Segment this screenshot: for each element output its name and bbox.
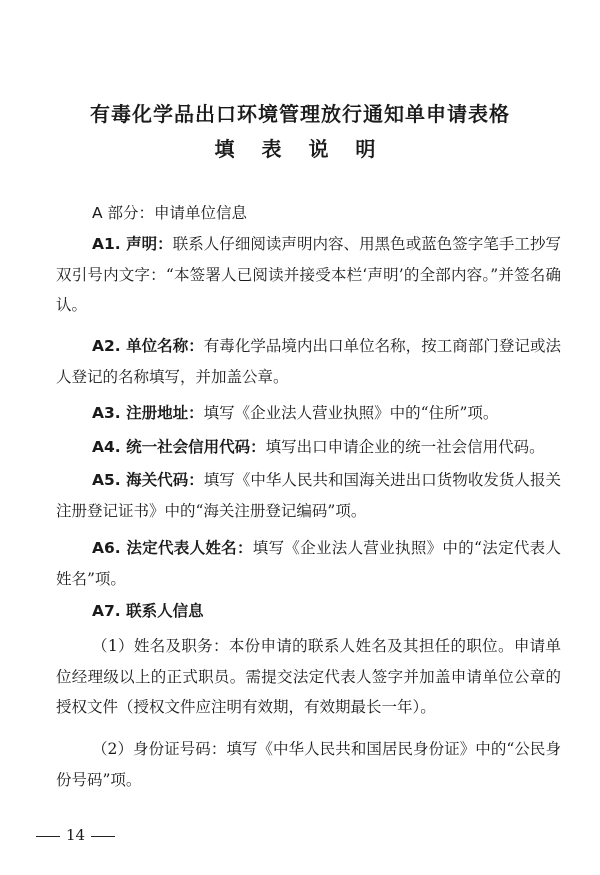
item-a6-text: 填写《企业法人营业执照》中的“法定代表人姓名”项。 bbox=[56, 539, 561, 588]
item-a5 bbox=[56, 465, 561, 526]
item-a5-label: A5. 海关代码： bbox=[92, 471, 204, 489]
item-a3-text: 填写《企业法人营业执照》中的“住所”项。 bbox=[203, 404, 499, 422]
item-a6-label: A6. 法定代表人姓名： bbox=[92, 539, 253, 557]
item-a4-label: A4. 统一社会信用代码： bbox=[92, 438, 266, 456]
item-a2 bbox=[56, 331, 561, 392]
item-a2-text: 有毒化学品境内出口单位名称，按工商部门登记或法人登记的名称填写，并加盖公章。 bbox=[56, 337, 561, 386]
page-number: 14 bbox=[66, 826, 86, 844]
document-title: 有毒化学品出口环境管理放行通知单申请表格 bbox=[90, 102, 510, 126]
item-a6 bbox=[56, 533, 561, 594]
item-a7-heading: A7. 联系人信息 bbox=[92, 602, 204, 620]
item-a7-2: （2）身份证号码：填写《中华人民共和国居民身份证》中的“公民身份号码”项。 bbox=[56, 740, 561, 789]
document-subtitle: 填 表 说 明 bbox=[214, 137, 386, 161]
item-a4 bbox=[56, 432, 561, 463]
item-a1-label: A1. 声明： bbox=[92, 235, 173, 253]
item-a3-label: A3. 注册地址： bbox=[92, 404, 204, 422]
item-a7-1: （1）姓名及职务：本份申请的联系人姓名及其担任的职位。申请单位经理级以上的正式职员。需提交法定代表人签字并加盖申请单位公章的授权文件（授权文件应注明有效期，有效期最长一年）。 bbox=[56, 637, 561, 716]
footer-dash-right bbox=[91, 836, 115, 837]
section-a-heading: A 部分：申请单位信息 bbox=[92, 204, 248, 222]
item-a4-text: 填写出口申请企业的统一社会信用代码。 bbox=[265, 438, 545, 456]
item-a1 bbox=[56, 229, 561, 321]
footer-dash-left bbox=[36, 836, 60, 837]
item-a3 bbox=[56, 398, 561, 429]
item-a1-text: 联系人仔细阅读声明内容、用黑色或蓝色签字笔手工抄写双引号内文字：“本签署人已阅读并接受本栏‘声明’的全部内容。”并签名确认。 bbox=[56, 235, 561, 314]
item-a5-text: 填写《中华人民共和国海关进出口货物收发货人报关注册登记证书》中的“海关注册登记编码”项。 bbox=[56, 471, 561, 520]
item-a2-label: A2. 单位名称： bbox=[92, 337, 204, 355]
page-footer bbox=[30, 826, 121, 844]
